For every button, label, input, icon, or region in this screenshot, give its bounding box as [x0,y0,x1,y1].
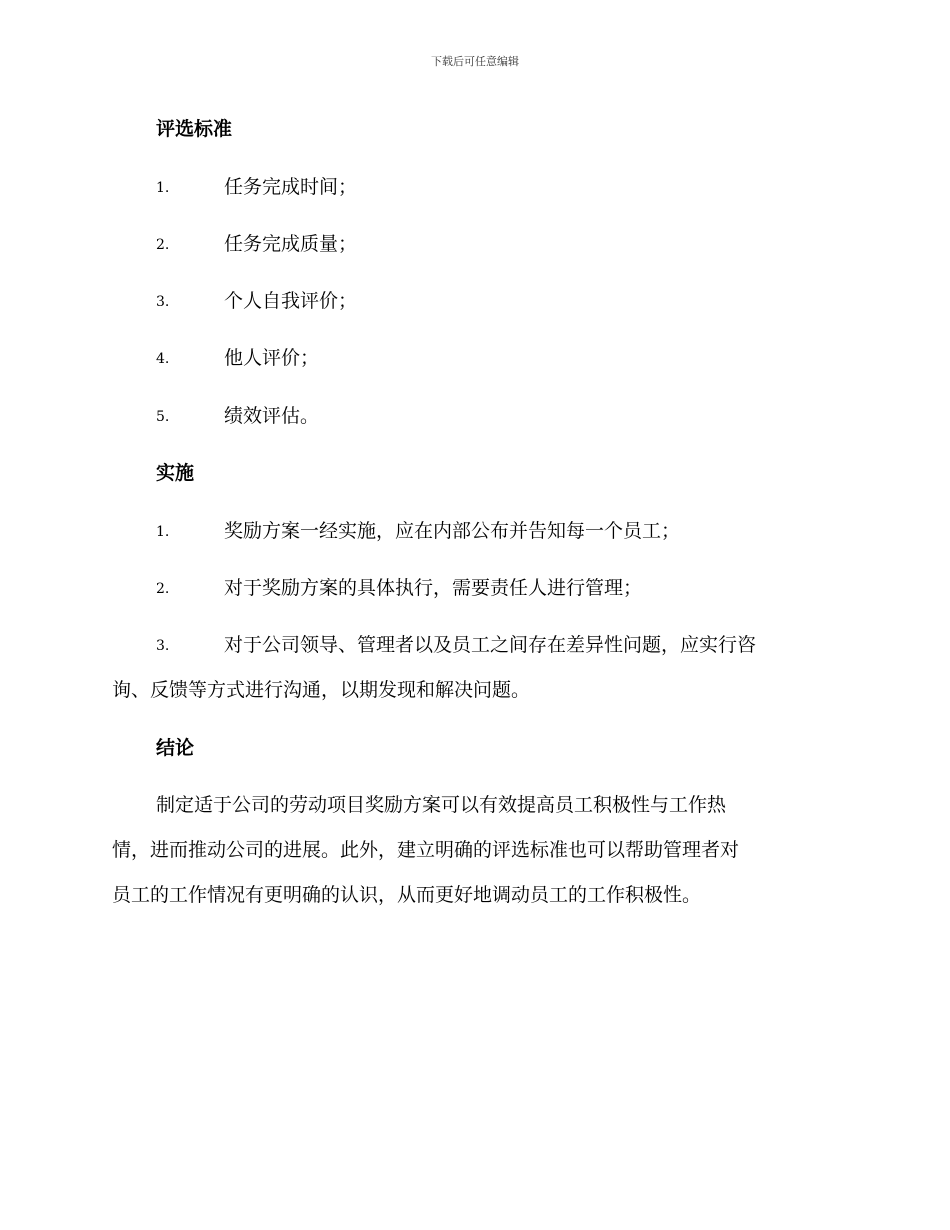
implementation-item-3-text: 对于公司领导、管理者以及员工之间存在差异性问题，应实行咨 [224,634,757,656]
criteria-item-4-text: 他人评价； [224,347,320,369]
implementation-item-1-text: 奖励方案一经实施，应在内部公布并告知每一个员工； [224,520,681,542]
implementation-item-3-continuation: 询、反馈等方式进行沟通，以期发现和解决问题。 [112,679,531,701]
criteria-item-3-number: 3. [156,294,170,310]
criteria-item-2-text: 任务完成质量； [224,233,358,255]
criteria-heading: 评选标准 [156,118,233,140]
criteria-item-1-number: 1. [156,180,170,196]
conclusion-paragraph-line-1: 制定适于公司的劳动项目奖励方案可以有效提高员工积极性与工作热 [156,794,727,816]
implementation-item-1-number: 1. [156,524,170,540]
implementation-heading: 实施 [156,462,195,484]
criteria-item-3-text: 个人自我评价； [224,290,358,312]
criteria-item-5-text: 绩效评估。 [224,405,320,427]
criteria-item-2-number: 2. [156,237,170,253]
criteria-item-1-text: 任务完成时间； [224,176,358,198]
implementation-item-2-text: 对于奖励方案的具体执行，需要责任人进行管理； [224,577,643,599]
conclusion-paragraph-line-3: 员工的工作情况有更明确的认识，从而更好地调动员工的工作积极性。 [112,884,702,906]
criteria-item-5-number: 5. [156,409,170,425]
conclusion-paragraph-line-2: 情，进而推动公司的进展。此外，建立明确的评选标准也可以帮助管理者对 [112,839,740,861]
criteria-item-4-number: 4. [156,351,170,367]
conclusion-heading: 结论 [156,737,195,759]
implementation-item-2-number: 2. [156,581,170,597]
page-header-note: 下载后可任意编辑 [431,55,519,68]
implementation-item-3-number: 3. [156,638,170,654]
